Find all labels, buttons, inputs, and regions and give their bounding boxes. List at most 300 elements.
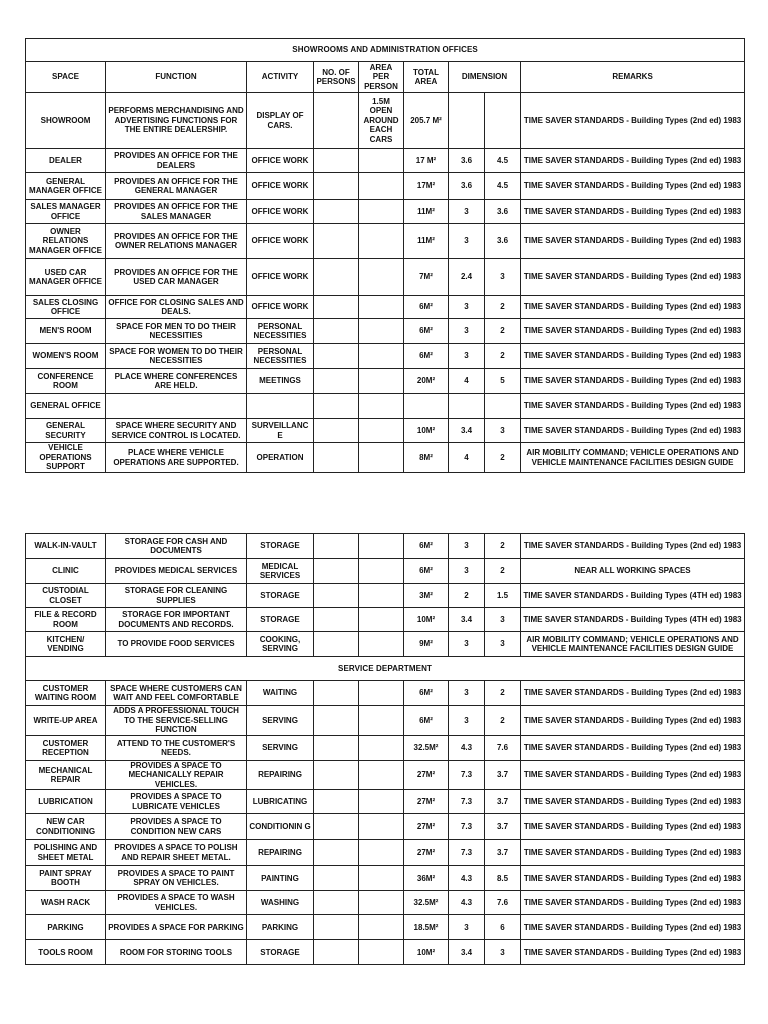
remarks-cell: TIME SAVER STANDARDS - Building Types (2nd ed) 1983 — [521, 419, 745, 443]
table-row — [26, 224, 745, 259]
dimension-2-cell: 3.7 — [485, 840, 521, 866]
total-area-cell: 3M² — [404, 584, 449, 608]
dimension-1-cell: 7.3 — [449, 840, 485, 866]
dimension-1-cell: 3.4 — [449, 608, 485, 632]
persons-cell — [314, 344, 359, 369]
area-per-person-cell — [359, 259, 404, 296]
space-cell: GENERAL MANAGER OFFICE — [26, 173, 106, 200]
activity-cell: SURVEILLANCE — [247, 419, 314, 443]
area-per-person-cell — [359, 840, 404, 866]
dimension-1-cell — [449, 93, 485, 149]
space-cell: CLINIC — [26, 559, 106, 584]
persons-cell — [314, 814, 359, 840]
total-area-cell: 6M² — [404, 706, 449, 736]
remarks-cell: TIME SAVER STANDARDS - Building Types (2nd ed) 1983 — [521, 344, 745, 369]
function-cell: PROVIDES A SPACE FOR PARKING — [106, 915, 247, 940]
space-cell: PAINT SPRAY BOOTH — [26, 866, 106, 891]
area-per-person-cell: 1.5M OPEN AROUND EACH CARS — [359, 93, 404, 149]
dimension-2-cell: 2 — [485, 319, 521, 344]
total-area-cell: 10M² — [404, 608, 449, 632]
area-per-person-cell — [359, 736, 404, 761]
total-area-cell: 10M² — [404, 419, 449, 443]
space-cell: MEN'S ROOM — [26, 319, 106, 344]
activity-cell: STORAGE — [247, 940, 314, 965]
table-row — [26, 761, 745, 790]
dimension-1-cell: 3 — [449, 559, 485, 584]
space-cell: OWNER RELATIONS MANAGER OFFICE — [26, 224, 106, 259]
remarks-cell: TIME SAVER STANDARDS - Building Types (2nd ed) 1983 — [521, 173, 745, 200]
table-row — [26, 443, 745, 473]
dimension-1-cell: 7.3 — [449, 814, 485, 840]
remarks-cell: TIME SAVER STANDARDS - Building Types (2nd ed) 1983 — [521, 200, 745, 224]
dimension-2-cell: 6 — [485, 915, 521, 940]
space-cell: FILE & RECORD ROOM — [26, 608, 106, 632]
dimension-2-cell: 3.7 — [485, 814, 521, 840]
function-cell: ATTEND TO THE CUSTOMER'S NEEDS. — [106, 736, 247, 761]
total-area-cell: 32.5M² — [404, 736, 449, 761]
persons-cell — [314, 173, 359, 200]
activity-cell: OFFICE WORK — [247, 259, 314, 296]
table-row — [26, 736, 745, 761]
table-row — [26, 200, 745, 224]
function-cell: PROVIDES AN OFFICE FOR THE SALES MANAGER — [106, 200, 247, 224]
space-cell: TOOLS ROOM — [26, 940, 106, 965]
function-cell: SPACE FOR WOMEN TO DO THEIR NECESSITIES — [106, 344, 247, 369]
remarks-cell: TIME SAVER STANDARDS - Building Types (2nd ed) 1983 — [521, 891, 745, 915]
table-row — [26, 259, 745, 296]
dimension-2-cell — [485, 93, 521, 149]
function-cell — [106, 394, 247, 419]
table-row — [26, 790, 745, 814]
header-activity: ACTIVITY — [247, 62, 314, 93]
activity-cell: OFFICE WORK — [247, 224, 314, 259]
persons-cell — [314, 319, 359, 344]
remarks-cell: TIME SAVER STANDARDS - Building Types (2nd ed) 1983 — [521, 761, 745, 790]
space-cell: GENERAL OFFICE — [26, 394, 106, 419]
dimension-1-cell: 3 — [449, 681, 485, 706]
persons-cell — [314, 534, 359, 559]
remarks-cell: AIR MOBILITY COMMAND; VEHICLE OPERATIONS AND VEHICLE MAINTENANCE FACILITIES DESIGN GUIDE — [521, 443, 745, 473]
dimension-2-cell: 2 — [485, 296, 521, 319]
activity-cell: OPERATION — [247, 443, 314, 473]
function-cell: PROVIDES A SPACE TO LUBRICATE VEHICLES — [106, 790, 247, 814]
remarks-cell: TIME SAVER STANDARDS - Building Types (4TH ed) 1983 — [521, 608, 745, 632]
remarks-cell: TIME SAVER STANDARDS - Building Types (2nd ed) 1983 — [521, 681, 745, 706]
persons-cell — [314, 891, 359, 915]
remarks-cell: TIME SAVER STANDARDS - Building Types (2nd ed) 1983 — [521, 369, 745, 394]
dimension-2-cell: 1.5 — [485, 584, 521, 608]
dimension-1-cell — [449, 394, 485, 419]
space-cell: KITCHEN/ VENDING — [26, 632, 106, 657]
function-cell: ADDS A PROFESSIONAL TOUCH TO THE SERVICE-SELLING FUNCTION — [106, 706, 247, 736]
area-per-person-cell — [359, 866, 404, 891]
remarks-cell: TIME SAVER STANDARDS - Building Types (2nd ed) 1983 — [521, 814, 745, 840]
activity-cell: STORAGE — [247, 534, 314, 559]
activity-cell: STORAGE — [247, 584, 314, 608]
persons-cell — [314, 706, 359, 736]
remarks-cell: NEAR ALL WORKING SPACES — [521, 559, 745, 584]
area-per-person-cell — [359, 706, 404, 736]
table-row — [26, 584, 745, 608]
dimension-1-cell: 3.4 — [449, 419, 485, 443]
total-area-cell: 17M² — [404, 173, 449, 200]
activity-cell: MEDICAL SERVICES — [247, 559, 314, 584]
dimension-1-cell: 3.6 — [449, 173, 485, 200]
activity-cell: REPAIRING — [247, 761, 314, 790]
total-area-cell: 36M² — [404, 866, 449, 891]
function-cell: PROVIDES AN OFFICE FOR THE GENERAL MANAGER — [106, 173, 247, 200]
dimension-2-cell: 3 — [485, 940, 521, 965]
dimension-1-cell: 4.3 — [449, 866, 485, 891]
header-remarks: REMARKS — [521, 62, 745, 93]
total-area-cell: 11M² — [404, 224, 449, 259]
remarks-cell: TIME SAVER STANDARDS - Building Types (2nd ed) 1983 — [521, 866, 745, 891]
table-row — [26, 681, 745, 706]
dimension-1-cell: 3 — [449, 534, 485, 559]
dimension-1-cell: 3 — [449, 224, 485, 259]
section-title: SERVICE DEPARTMENT — [26, 657, 745, 681]
function-cell: OFFICE FOR CLOSING SALES AND DEALS. — [106, 296, 247, 319]
area-per-person-cell — [359, 534, 404, 559]
total-area-cell: 205.7 M² — [404, 93, 449, 149]
area-per-person-cell — [359, 891, 404, 915]
dimension-1-cell: 3 — [449, 915, 485, 940]
function-cell: PROVIDES MEDICAL SERVICES — [106, 559, 247, 584]
persons-cell — [314, 840, 359, 866]
table-row — [26, 559, 745, 584]
remarks-cell: TIME SAVER STANDARDS - Building Types (2nd ed) 1983 — [521, 149, 745, 173]
space-cell: VEHICLE OPERATIONS SUPPORT — [26, 443, 106, 473]
table-row — [26, 915, 745, 940]
header-space: SPACE — [26, 62, 106, 93]
persons-cell — [314, 419, 359, 443]
dimension-1-cell: 3 — [449, 296, 485, 319]
remarks-cell: TIME SAVER STANDARDS - Building Types (2nd ed) 1983 — [521, 790, 745, 814]
persons-cell — [314, 443, 359, 473]
space-cell: SALES MANAGER OFFICE — [26, 200, 106, 224]
dimension-2-cell: 3 — [485, 259, 521, 296]
total-area-cell: 9M² — [404, 632, 449, 657]
activity-cell — [247, 394, 314, 419]
function-cell: PLACE WHERE VEHICLE OPERATIONS ARE SUPPORTED. — [106, 443, 247, 473]
total-area-cell: 27M² — [404, 840, 449, 866]
dimension-2-cell: 3 — [485, 419, 521, 443]
header-function: FUNCTION — [106, 62, 247, 93]
activity-cell: LUBRICATING — [247, 790, 314, 814]
function-cell: PROVIDES A SPACE TO CONDITION NEW CARS — [106, 814, 247, 840]
dimension-1-cell: 3 — [449, 319, 485, 344]
space-cell: SALES CLOSING OFFICE — [26, 296, 106, 319]
activity-cell: SERVING — [247, 706, 314, 736]
persons-cell — [314, 761, 359, 790]
activity-cell: WAITING — [247, 681, 314, 706]
dimension-1-cell: 2.4 — [449, 259, 485, 296]
dimension-2-cell: 8.5 — [485, 866, 521, 891]
activity-cell: STORAGE — [247, 608, 314, 632]
remarks-cell: TIME SAVER STANDARDS - Building Types (2nd ed) 1983 — [521, 940, 745, 965]
dimension-2-cell: 5 — [485, 369, 521, 394]
total-area-cell: 6M² — [404, 344, 449, 369]
activity-cell: WASHING — [247, 891, 314, 915]
function-cell: ROOM FOR STORING TOOLS — [106, 940, 247, 965]
table-row — [26, 319, 745, 344]
space-cell: WOMEN'S ROOM — [26, 344, 106, 369]
remarks-cell: TIME SAVER STANDARDS - Building Types (4TH ed) 1983 — [521, 584, 745, 608]
activity-cell: CONDITIONIN G — [247, 814, 314, 840]
total-area-cell: 10M² — [404, 940, 449, 965]
remarks-cell: AIR MOBILITY COMMAND; VEHICLE OPERATIONS AND VEHICLE MAINTENANCE FACILITIES DESIGN GUIDE — [521, 632, 745, 657]
function-cell: SPACE WHERE CUSTOMERS CAN WAIT AND FEEL COMFORTABLE — [106, 681, 247, 706]
dimension-1-cell: 7.3 — [449, 761, 485, 790]
remarks-cell: TIME SAVER STANDARDS - Building Types (2nd ed) 1983 — [521, 319, 745, 344]
dimension-1-cell: 4.3 — [449, 736, 485, 761]
total-area-cell: 27M² — [404, 814, 449, 840]
activity-cell: REPAIRING — [247, 840, 314, 866]
dimension-1-cell: 3.6 — [449, 149, 485, 173]
dimension-1-cell: 3 — [449, 632, 485, 657]
function-cell: PLACE WHERE CONFERENCES ARE HELD. — [106, 369, 247, 394]
activity-cell: OFFICE WORK — [247, 296, 314, 319]
total-area-cell: 20M² — [404, 369, 449, 394]
persons-cell — [314, 149, 359, 173]
space-cell: WASH RACK — [26, 891, 106, 915]
persons-cell — [314, 915, 359, 940]
table-title: SHOWROOMS AND ADMINISTRATION OFFICES — [26, 39, 745, 62]
area-per-person-cell — [359, 149, 404, 173]
space-cell: WRITE-UP AREA — [26, 706, 106, 736]
header-row — [26, 62, 745, 93]
area-per-person-cell — [359, 559, 404, 584]
activity-cell: DISPLAY OF CARS. — [247, 93, 314, 149]
total-area-cell — [404, 394, 449, 419]
table-row — [26, 608, 745, 632]
activity-cell: PARKING — [247, 915, 314, 940]
header-dimension: DIMENSION — [449, 62, 521, 93]
remarks-cell: TIME SAVER STANDARDS - Building Types (2nd ed) 1983 — [521, 840, 745, 866]
dimension-1-cell: 4 — [449, 443, 485, 473]
table-title-row — [26, 39, 745, 62]
remarks-cell: TIME SAVER STANDARDS - Building Types (2nd ed) 1983 — [521, 296, 745, 319]
function-cell: PROVIDES AN OFFICE FOR THE DEALERS — [106, 149, 247, 173]
activity-cell: COOKING, SERVING — [247, 632, 314, 657]
table-row — [26, 419, 745, 443]
dimension-2-cell: 4.5 — [485, 149, 521, 173]
dimension-2-cell: 7.6 — [485, 736, 521, 761]
total-area-cell: 6M² — [404, 559, 449, 584]
total-area-cell: 32.5M² — [404, 891, 449, 915]
persons-cell — [314, 259, 359, 296]
total-area-cell: 6M² — [404, 681, 449, 706]
remarks-cell: TIME SAVER STANDARDS - Building Types (2nd ed) 1983 — [521, 394, 745, 419]
persons-cell — [314, 681, 359, 706]
table-row — [26, 173, 745, 200]
function-cell: PROVIDES A SPACE TO MECHANICALLY REPAIR VEHICLES. — [106, 761, 247, 790]
table-row — [26, 534, 745, 559]
remarks-cell: TIME SAVER STANDARDS - Building Types (2nd ed) 1983 — [521, 706, 745, 736]
space-cell: USED CAR MANAGER OFFICE — [26, 259, 106, 296]
dimension-2-cell: 3.7 — [485, 761, 521, 790]
table-row — [26, 814, 745, 840]
dimension-1-cell: 3.4 — [449, 940, 485, 965]
function-cell: STORAGE FOR CLEANING SUPPLIES — [106, 584, 247, 608]
function-cell: SPACE WHERE SECURITY AND SERVICE CONTROL IS LOCATED. — [106, 419, 247, 443]
table-row — [26, 394, 745, 419]
function-cell: STORAGE FOR CASH AND DOCUMENTS — [106, 534, 247, 559]
total-area-cell: 11M² — [404, 200, 449, 224]
table-row — [26, 706, 745, 736]
table-row — [26, 296, 745, 319]
persons-cell — [314, 608, 359, 632]
function-cell: SPACE FOR MEN TO DO THEIR NECESSITIES — [106, 319, 247, 344]
function-cell: PERFORMS MERCHANDISING AND ADVERTISING FUNCTIONS FOR THE ENTIRE DEALERSHIP. — [106, 93, 247, 149]
header-persons: NO. OF PERSONS — [314, 62, 359, 93]
persons-cell — [314, 224, 359, 259]
remarks-cell: TIME SAVER STANDARDS - Building Types (2nd ed) 1983 — [521, 93, 745, 149]
persons-cell — [314, 866, 359, 891]
space-cell: LUBRICATION — [26, 790, 106, 814]
table-row — [26, 840, 745, 866]
remarks-cell: TIME SAVER STANDARDS - Building Types (2nd ed) 1983 — [521, 224, 745, 259]
area-per-person-cell — [359, 200, 404, 224]
activity-cell: PERSONAL NECESSITIES — [247, 319, 314, 344]
total-area-cell: 17 M² — [404, 149, 449, 173]
persons-cell — [314, 93, 359, 149]
table-row — [26, 344, 745, 369]
area-per-person-cell — [359, 344, 404, 369]
persons-cell — [314, 296, 359, 319]
space-cell: CUSTOMER RECEPTION — [26, 736, 106, 761]
function-cell: PROVIDES A SPACE TO PAINT SPRAY ON VEHICLES. — [106, 866, 247, 891]
function-cell: PROVIDES A SPACE TO POLISH AND REPAIR SHEET METAL. — [106, 840, 247, 866]
dimension-1-cell: 4 — [449, 369, 485, 394]
dimension-2-cell: 2 — [485, 443, 521, 473]
dimension-1-cell: 3 — [449, 706, 485, 736]
activity-cell: SERVING — [247, 736, 314, 761]
space-cell: WALK-IN-VAULT — [26, 534, 106, 559]
area-per-person-cell — [359, 915, 404, 940]
space-cell: DEALER — [26, 149, 106, 173]
dimension-2-cell: 2 — [485, 706, 521, 736]
total-area-cell: 6M² — [404, 319, 449, 344]
dimension-2-cell: 3.7 — [485, 790, 521, 814]
space-cell: SHOWROOM — [26, 93, 106, 149]
area-per-person-cell — [359, 632, 404, 657]
remarks-cell: TIME SAVER STANDARDS - Building Types (2nd ed) 1983 — [521, 259, 745, 296]
persons-cell — [314, 369, 359, 394]
dimension-2-cell: 3 — [485, 608, 521, 632]
persons-cell — [314, 940, 359, 965]
function-cell: TO PROVIDE FOOD SERVICES — [106, 632, 247, 657]
function-cell: PROVIDES AN OFFICE FOR THE USED CAR MANAGER — [106, 259, 247, 296]
dimension-1-cell: 3 — [449, 344, 485, 369]
area-per-person-cell — [359, 296, 404, 319]
activity-cell: PERSONAL NECESSITIES — [247, 344, 314, 369]
activity-cell: MEETINGS — [247, 369, 314, 394]
space-cell: POLISHING AND SHEET METAL — [26, 840, 106, 866]
area-per-person-cell — [359, 369, 404, 394]
table-row — [26, 93, 745, 149]
space-cell: GENERAL SECURITY — [26, 419, 106, 443]
header-area-per-person: AREA PER PERSON — [359, 62, 404, 93]
area-per-person-cell — [359, 319, 404, 344]
space-cell: MECHANICAL REPAIR — [26, 761, 106, 790]
total-area-cell: 18.5M² — [404, 915, 449, 940]
area-per-person-cell — [359, 790, 404, 814]
dimension-2-cell: 4.5 — [485, 173, 521, 200]
persons-cell — [314, 736, 359, 761]
area-per-person-cell — [359, 224, 404, 259]
table-row — [26, 891, 745, 915]
total-area-cell: 8M² — [404, 443, 449, 473]
dimension-2-cell: 3 — [485, 632, 521, 657]
space-cell: NEW CAR CONDITIONING — [26, 814, 106, 840]
table-row — [26, 369, 745, 394]
area-per-person-cell — [359, 814, 404, 840]
area-per-person-cell — [359, 584, 404, 608]
persons-cell — [314, 559, 359, 584]
total-area-cell: 27M² — [404, 761, 449, 790]
space-cell: PARKING — [26, 915, 106, 940]
function-cell: STORAGE FOR IMPORTANT DOCUMENTS AND RECORDS. — [106, 608, 247, 632]
activity-cell: OFFICE WORK — [247, 149, 314, 173]
activity-cell: PAINTING — [247, 866, 314, 891]
area-per-person-cell — [359, 419, 404, 443]
dimension-2-cell: 2 — [485, 681, 521, 706]
activity-cell: OFFICE WORK — [247, 173, 314, 200]
area-per-person-cell — [359, 608, 404, 632]
area-per-person-cell — [359, 173, 404, 200]
persons-cell — [314, 790, 359, 814]
area-per-person-cell — [359, 681, 404, 706]
persons-cell — [314, 200, 359, 224]
dimension-2-cell: 2 — [485, 559, 521, 584]
table-row — [26, 149, 745, 173]
total-area-cell: 7M² — [404, 259, 449, 296]
table-row — [26, 940, 745, 965]
area-per-person-cell — [359, 443, 404, 473]
dimension-2-cell — [485, 394, 521, 419]
space-cell: CONFERENCE ROOM — [26, 369, 106, 394]
showrooms-offices-table — [25, 38, 745, 473]
total-area-cell: 27M² — [404, 790, 449, 814]
remarks-cell: TIME SAVER STANDARDS - Building Types (2nd ed) 1983 — [521, 534, 745, 559]
remarks-cell: TIME SAVER STANDARDS - Building Types (2nd ed) 1983 — [521, 915, 745, 940]
area-per-person-cell — [359, 394, 404, 419]
dimension-1-cell: 2 — [449, 584, 485, 608]
header-total-area: TOTAL AREA — [404, 62, 449, 93]
dimension-1-cell: 7.3 — [449, 790, 485, 814]
dimension-1-cell: 3 — [449, 200, 485, 224]
area-per-person-cell — [359, 761, 404, 790]
area-per-person-cell — [359, 940, 404, 965]
space-cell: CUSTOMER WAITING ROOM — [26, 681, 106, 706]
section-header-row — [26, 657, 745, 681]
function-cell: PROVIDES A SPACE TO WASH VEHICLES. — [106, 891, 247, 915]
dimension-1-cell: 4.3 — [449, 891, 485, 915]
dimension-2-cell: 3.6 — [485, 224, 521, 259]
activity-cell: OFFICE WORK — [247, 200, 314, 224]
table-row — [26, 866, 745, 891]
support-service-table — [25, 533, 745, 965]
persons-cell — [314, 632, 359, 657]
dimension-2-cell: 3.6 — [485, 200, 521, 224]
persons-cell — [314, 584, 359, 608]
remarks-cell: TIME SAVER STANDARDS - Building Types (2nd ed) 1983 — [521, 736, 745, 761]
total-area-cell: 6M² — [404, 534, 449, 559]
table-row — [26, 632, 745, 657]
total-area-cell: 6M² — [404, 296, 449, 319]
dimension-2-cell: 2 — [485, 534, 521, 559]
